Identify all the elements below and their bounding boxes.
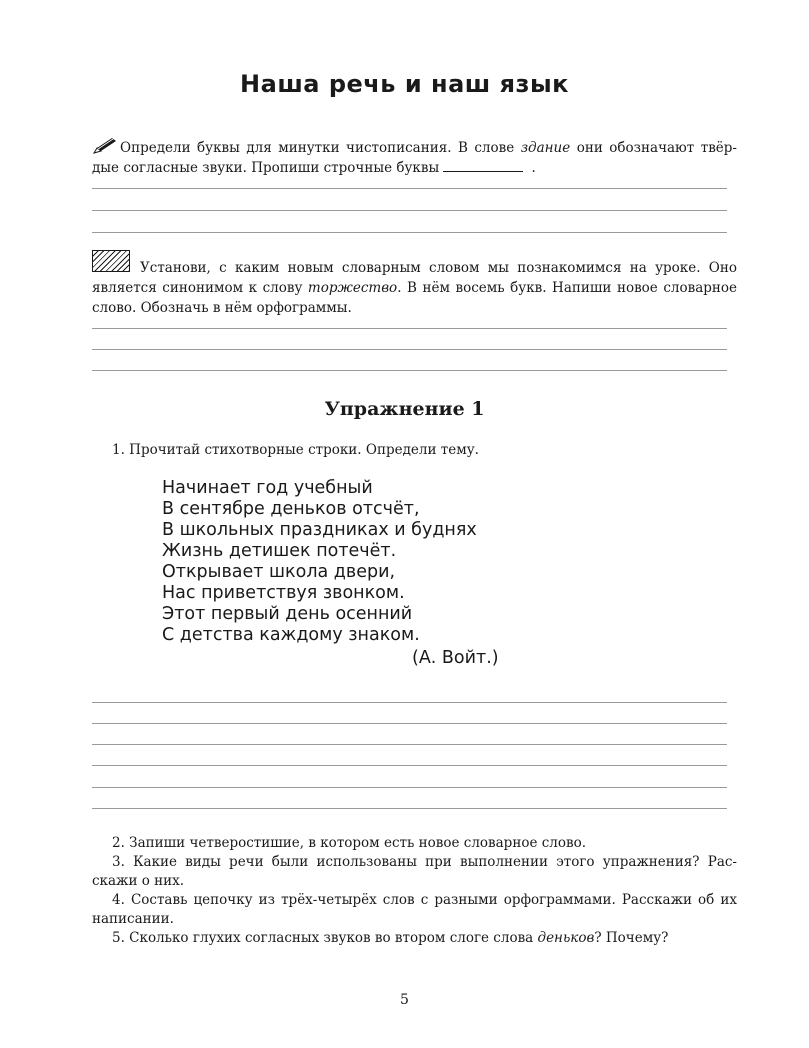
- word-denkov: деньков: [537, 930, 595, 946]
- question-1: 1. Прочитай стихотворные строки. Определи тему.: [112, 442, 479, 458]
- page-title: Наша речь и наш язык: [240, 70, 569, 98]
- word-torzhestvo: торжество: [307, 280, 398, 296]
- exercise-heading: Упражнение 1: [324, 398, 485, 420]
- question-2: 2. Запиши четверостишие, в котором есть новое словарное слово.: [112, 835, 587, 851]
- poem-line: Этот первый день осенний: [162, 604, 413, 624]
- poem-line: Жизнь детишек потечёт.: [162, 541, 397, 561]
- word-zdanie: здание: [520, 140, 571, 156]
- poem: [162, 478, 499, 669]
- task-2-text: Установи, с каким новым словарным словом мы познакомимся на уроке. Оно является синонимом к слову торжество. В нём восемь букв. Напиши новое словарное слово. Обозначь в нём орфограммы.: [92, 260, 737, 316]
- poem-author: (А. Войт.): [412, 648, 499, 668]
- poem-line: Открывает школа двери,: [162, 562, 396, 582]
- poem-line: С детства каждому знаком.: [162, 625, 420, 645]
- answer-blank[interactable]: [443, 159, 523, 172]
- question-3: 3. Какие виды речи были использованы при выполнении этого упражнения? Рас-скажи о них.: [92, 854, 737, 889]
- page-number: 5: [400, 992, 409, 1008]
- question-5: 5. Сколько глухих согласных звуков во втором слоге слова деньков? Почему?: [112, 930, 669, 946]
- poem-line: В сентябре деньков отсчёт,: [162, 499, 420, 519]
- poem-line: Нас приветствуя звонком.: [162, 583, 405, 603]
- task-1-text: Определи буквы для минутки чистописания. В слове здание они обозначают твёр-дые согласные звуки. Пропиши строчные буквы .: [92, 137, 737, 178]
- pencil-icon: [92, 137, 118, 155]
- poem-line: В школьных праздниках и буднях: [162, 520, 477, 540]
- poem-line: Начинает год учебный: [162, 478, 373, 498]
- question-4: 4. Составь цепочку из трёх-четырёх слов с разными орфограммами. Расскажи об их написании.: [92, 892, 737, 927]
